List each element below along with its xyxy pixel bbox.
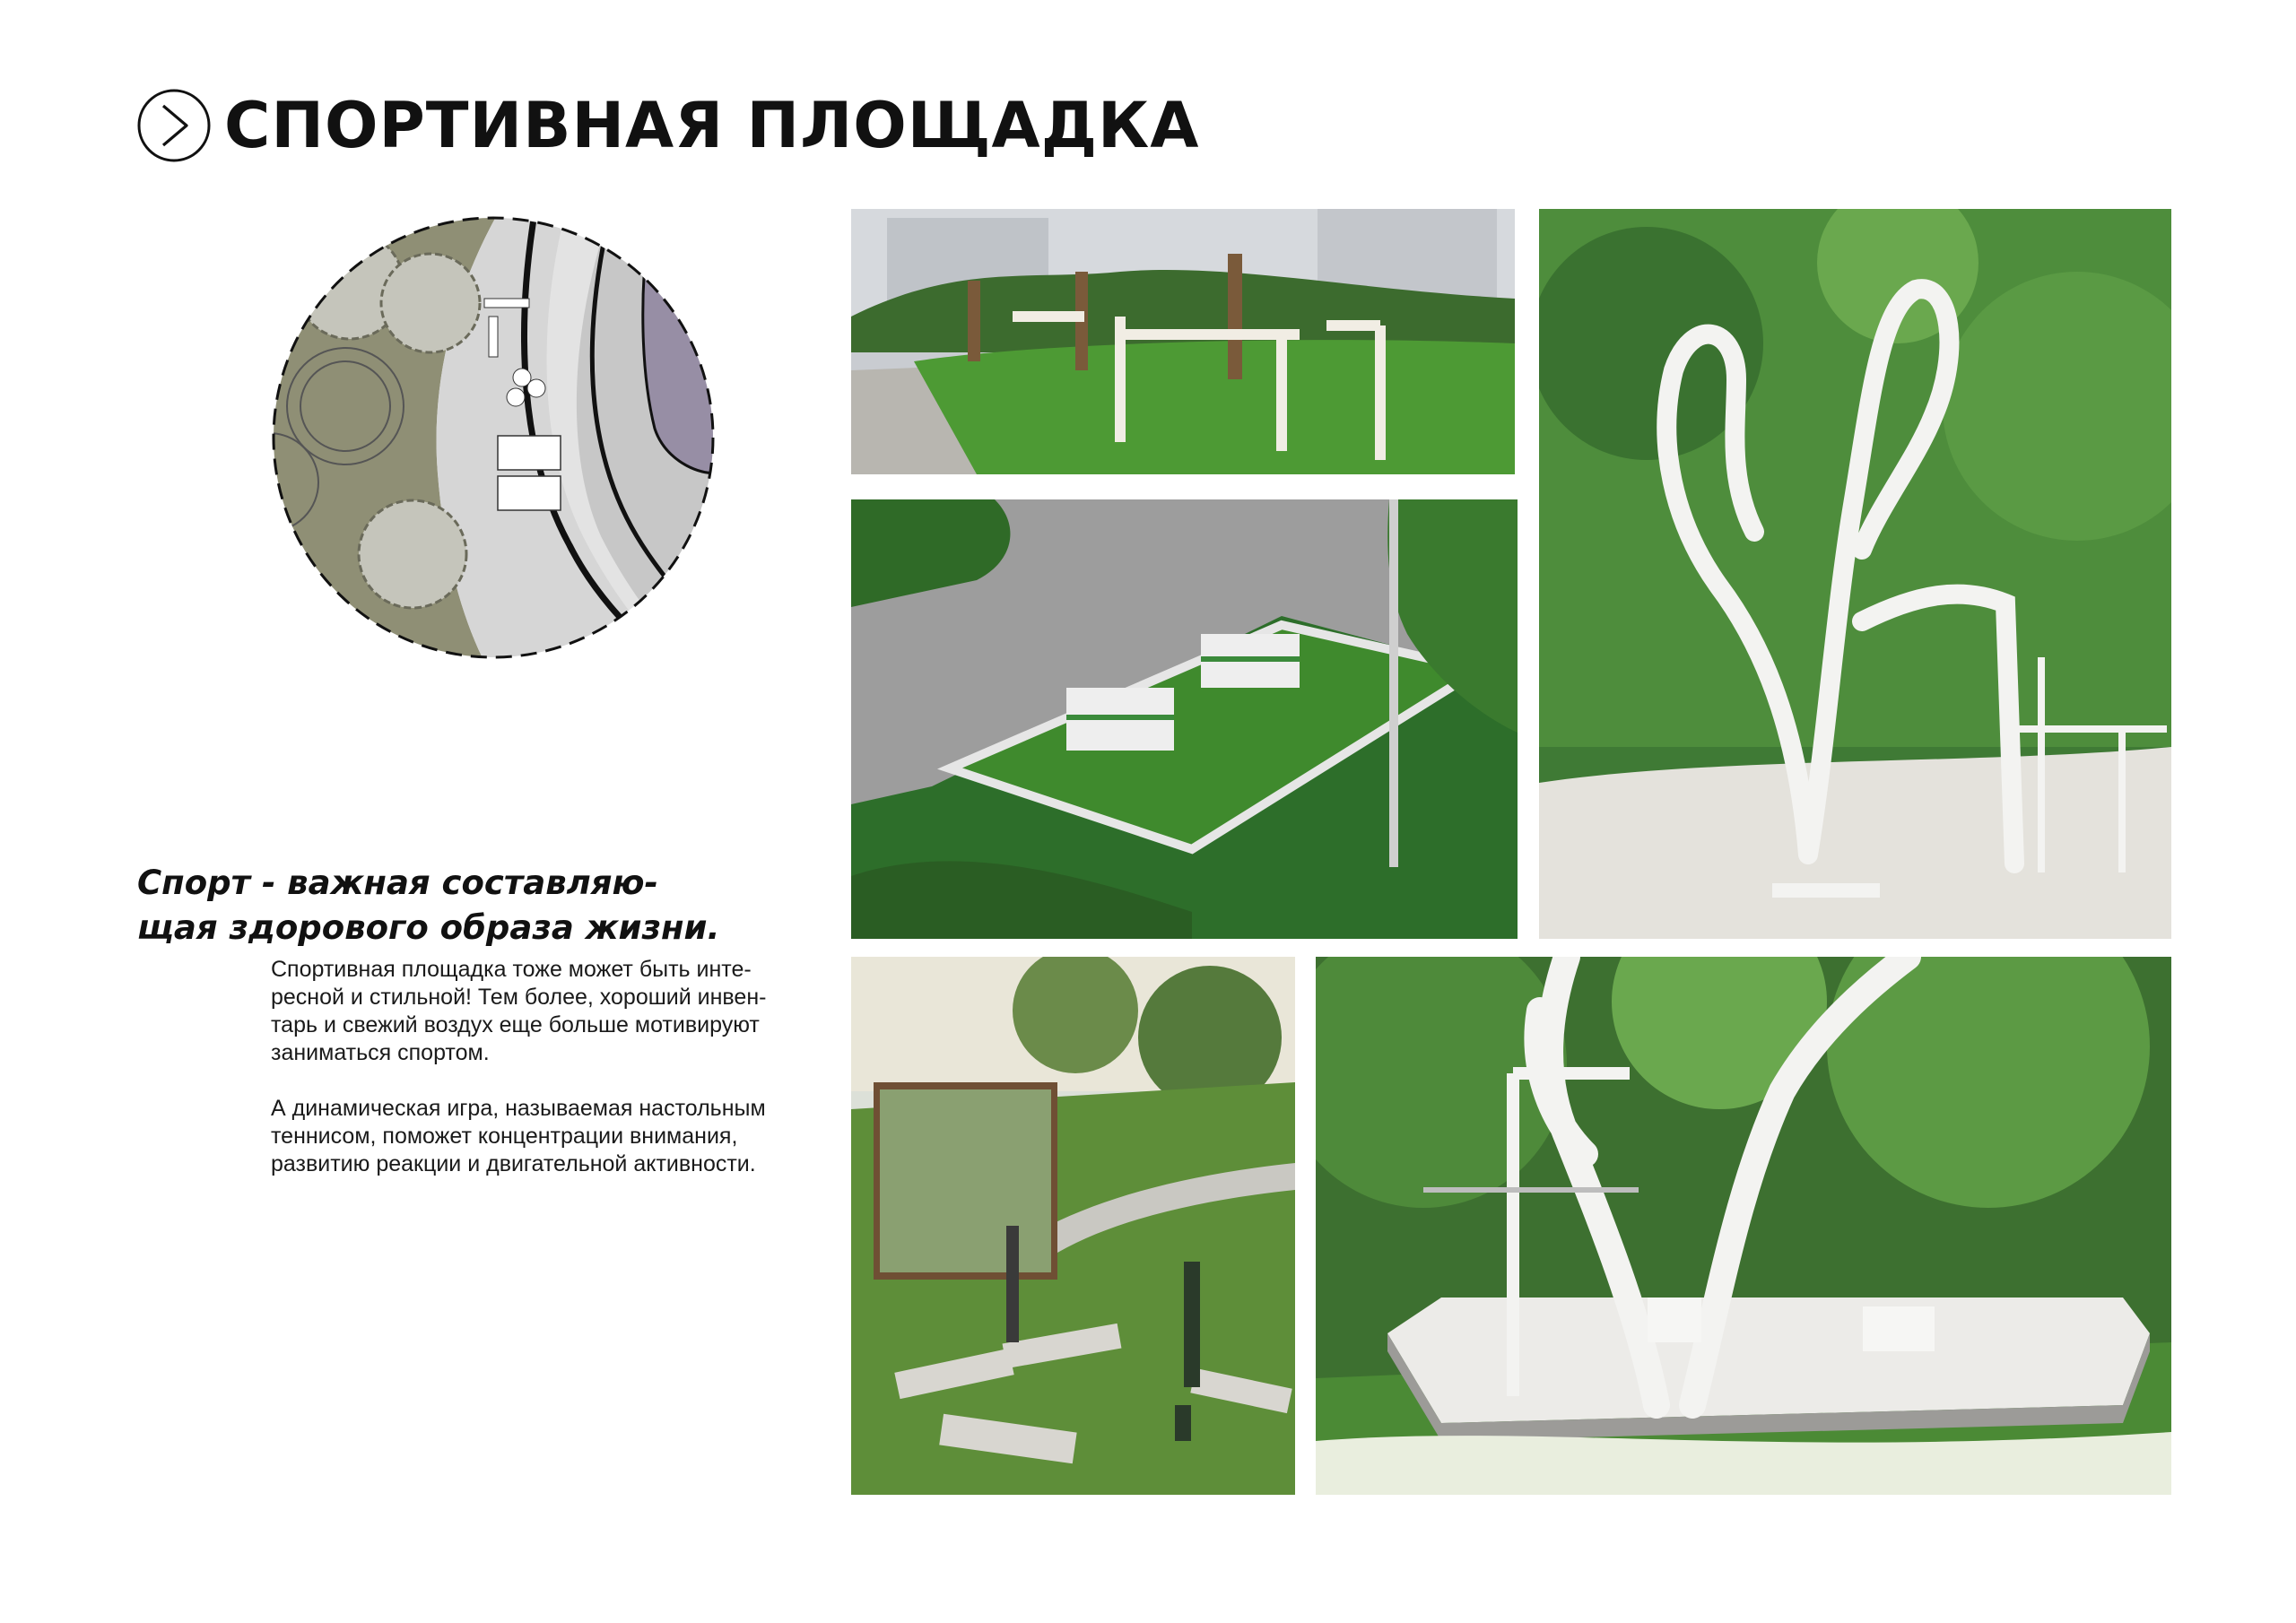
photo-workout-platform [1316, 957, 2171, 1495]
paragraph: А динамическая игра, называемая настольным теннисом, поможет концентрации внимания, развитию реакции и двигательной активности. [271, 1096, 766, 1176]
paragraph: Спортивная площадка тоже может быть инте- ресной и стильной! Тем более, хороший инвен- тарь и свежий воздух еще больше мотивируют заниматься спортом. [271, 957, 767, 1065]
chevron-right-circle-icon [136, 88, 212, 163]
photo-outdoor-gym [851, 209, 1515, 474]
site-plan-fragment [269, 213, 718, 662]
page-header [136, 88, 1199, 163]
photo-lawn-exercise [851, 957, 1295, 1495]
photo-tree-structure [1539, 209, 2171, 939]
section-subtitle: Спорт - важная составляю- щая здорового образа жизни. [137, 864, 720, 947]
photo-table-tennis-area [851, 499, 1518, 939]
page-title: СПОРТИВНАЯ ПЛОЩАДКА [224, 89, 1200, 162]
description [271, 956, 845, 1206]
